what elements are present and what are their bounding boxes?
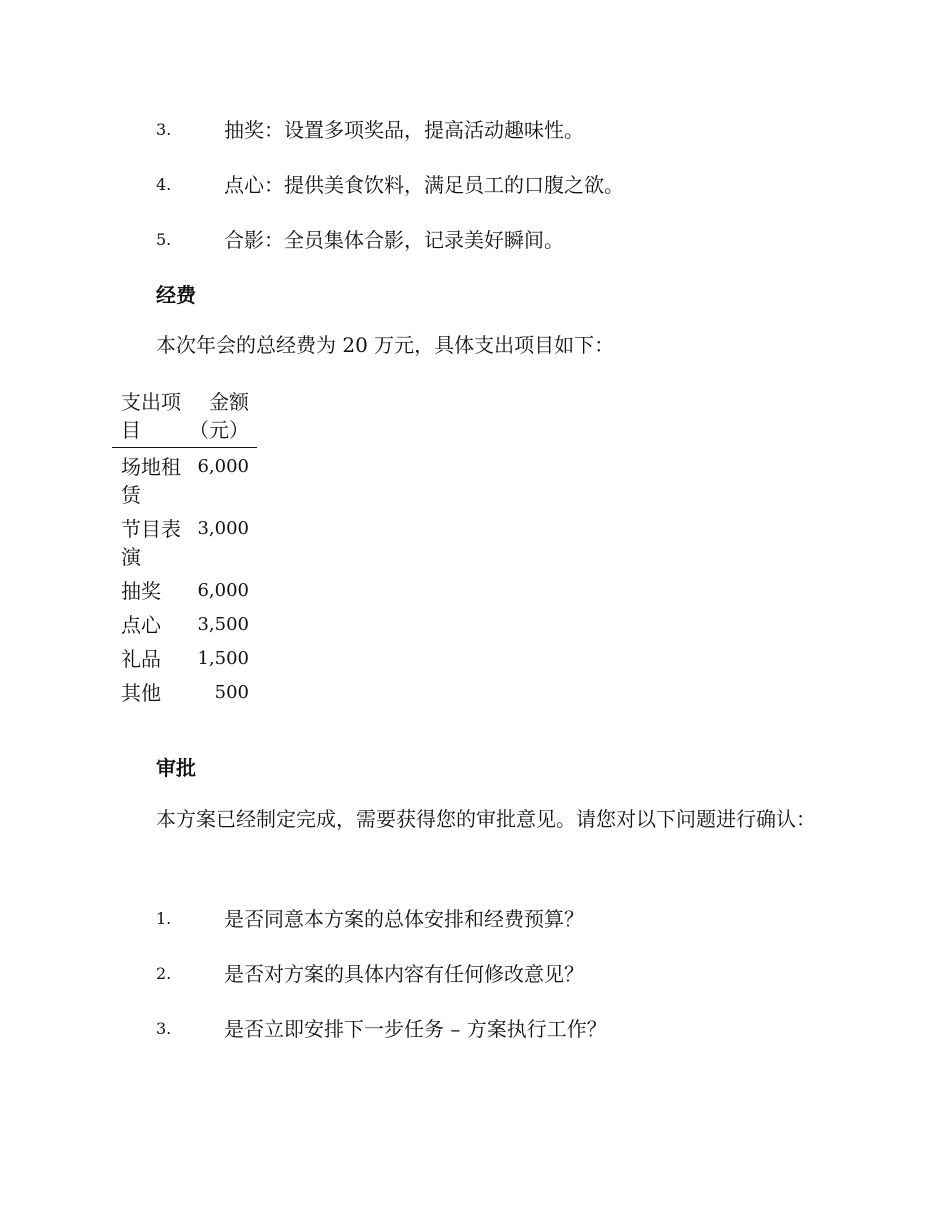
list-text: 是否立即安排下一步任务 – 方案执行工作？ [224,1017,607,1041]
activity-item-lottery [0,114,950,144]
list-number: 3. [156,120,172,139]
list-number: 4. [156,175,172,194]
amount-cell: 6,000 [197,456,249,477]
approval-intro: 本方案已经制定完成，需要获得您的审批意见。请您对以下问题进行确认： [156,807,816,831]
table-row [112,448,257,510]
amount-cell: 3,500 [197,614,249,635]
item-cell: 其他 [121,681,161,705]
item-cell: 礼品 [121,647,161,671]
table-header-row [112,388,257,448]
table-row [112,639,257,673]
amount-cell: 500 [214,682,249,703]
amount-cell: 1,500 [197,648,249,669]
column-header-item: 支出项目 [112,388,185,448]
approval-heading: 审批 [156,756,196,780]
column-header-amount: 金额（元） [185,388,257,448]
table-row [112,605,257,639]
list-number: 3. [156,1019,172,1038]
item-cell: 抽奖 [121,579,161,603]
table-row [112,673,257,707]
approval-question-3 [0,1013,950,1043]
activity-item-photo [0,224,950,254]
item-cell: 场地租赁 [121,455,181,507]
activity-item-snacks [0,169,950,199]
list-text: 合影：全员集体合影，记录美好瞬间。 [224,228,564,252]
list-number: 5. [156,230,172,249]
budget-heading: 经费 [156,283,196,307]
list-text: 抽奖：设置多项奖品，提高活动趣味性。 [224,118,584,142]
amount-cell: 6,000 [197,580,249,601]
approval-question-1 [0,903,950,933]
item-cell: 点心 [121,613,161,637]
item-cell: 节目表演 [121,517,181,569]
table-row [112,571,257,605]
table-row [112,509,257,571]
list-text: 是否同意本方案的总体安排和经费预算？ [224,907,584,931]
budget-table [112,388,257,707]
approval-question-2 [0,958,950,988]
amount-cell: 3,000 [197,518,249,539]
budget-intro: 本次年会的总经费为 20 万元，具体支出项目如下： [156,333,615,357]
list-text: 是否对方案的具体内容有任何修改意见？ [224,962,584,986]
list-number: 1. [156,909,172,928]
list-number: 2. [156,964,172,983]
list-text: 点心：提供美食饮料，满足员工的口腹之欲。 [224,173,624,197]
